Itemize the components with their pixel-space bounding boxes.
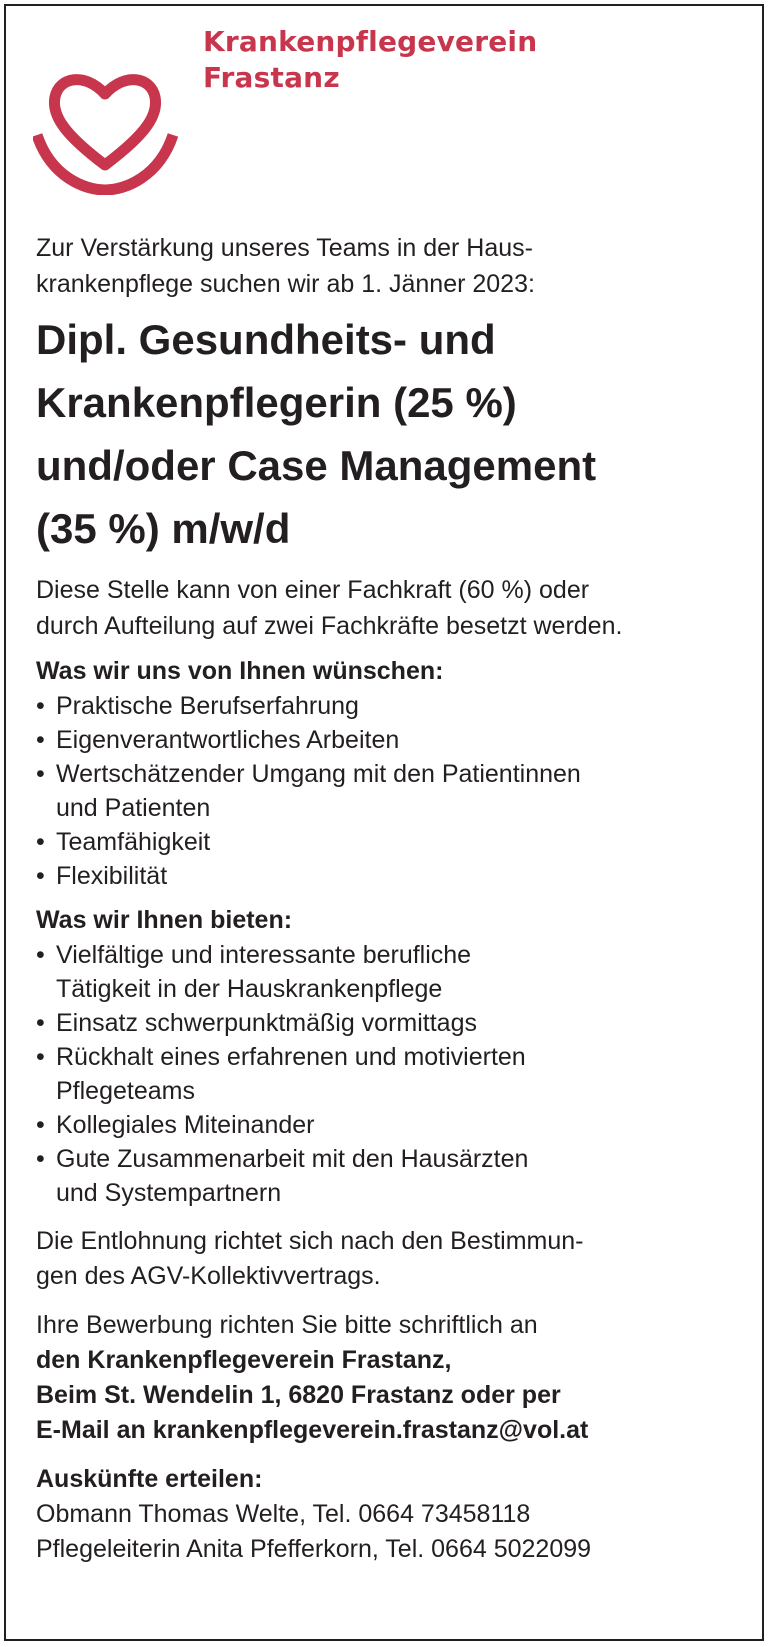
application-line: Beim St. Wendelin 1, 6820 Frastanz oder per [36, 1381, 561, 1409]
contact-line: Obmann Thomas Welte, Tel. 0664 73458118 [36, 1500, 531, 1528]
list-item-text: • Wertschätzender Umgang mit den Patientinnen [56, 760, 581, 788]
list-item-text: und Systempartnern [56, 1179, 282, 1207]
organization-name [203, 24, 537, 96]
list-item-text: und Patienten [56, 794, 211, 822]
list-item-text: • Kollegiales Miteinander [56, 1111, 315, 1139]
contacts-heading: Auskünfte erteilen: [36, 1465, 263, 1493]
email-link[interactable]: krankenpflegeverein.frastanz@vol.at [152, 1416, 589, 1444]
list-item [36, 689, 756, 723]
ad-body [36, 230, 756, 1567]
list-item-text: Pflegeteams [56, 1077, 195, 1105]
list-item-text: • Praktische Berufserfahrung [56, 692, 359, 720]
note-line: Diese Stelle kann von einer Fachkraft (60 %) oder [36, 576, 590, 604]
intro-text [36, 230, 756, 302]
list-item-text: Tätigkeit in der Hauskrankenpflege [56, 975, 443, 1003]
heart-outline [54, 80, 155, 165]
list-item-text: • Einsatz schwerpunktmäßig vormittags [56, 1009, 477, 1037]
application-line: Ihre Bewerbung richten Sie bitte schriftlich an [36, 1311, 538, 1339]
list-item-text: • Teamfähigkeit [56, 828, 211, 856]
intro-line: krankenpflege suchen wir ab 1. Jänner 2023: [36, 270, 535, 298]
list-item-text: • Vielfältige und interessante berufliche [56, 941, 472, 969]
list-item [36, 1040, 756, 1108]
salary-text [36, 1224, 756, 1294]
note-line: durch Aufteilung auf zwei Fachkräfte besetzt werden. [36, 612, 623, 640]
job-title-line: Krankenpflegerin (25 %) [36, 379, 517, 426]
list-item-text: • Flexibilität [56, 862, 168, 890]
contacts-list [36, 1497, 756, 1567]
wishes-heading: Was wir uns von Ihnen wünschen: [36, 657, 444, 685]
job-title-line: und/oder Case Management [36, 442, 597, 489]
salary-line: gen des AGV-Kollektivvertrags. [36, 1262, 381, 1290]
list-item-text: • Eigenverantwortliches Arbeiten [56, 726, 400, 754]
email-prefix: E-Mail an [36, 1416, 153, 1444]
offers-list [36, 938, 756, 1210]
contact-line: Pflegeleiterin Anita Pfefferkorn, Tel. 0664 5022099 [36, 1535, 592, 1563]
list-item [36, 825, 756, 859]
job-title-line: Dipl. Gesundheits- und [36, 316, 496, 363]
list-item [36, 938, 756, 1006]
list-item [36, 1108, 756, 1142]
application-email-line [36, 1413, 756, 1448]
offers-heading: Was wir Ihnen bieten: [36, 906, 293, 934]
list-item [36, 757, 756, 825]
salary-line: Die Entlohnung richtet sich nach den Bestimmun- [36, 1227, 584, 1255]
wishes-list [36, 689, 756, 893]
org-name-line1: Krankenpflegeverein [203, 25, 538, 58]
org-name-line2: Frastanz [203, 61, 340, 94]
position-note [36, 572, 756, 644]
heart-smile-icon [33, 55, 178, 195]
intro-line: Zur Verstärkung unseres Teams in der Haus- [36, 234, 533, 262]
list-item [36, 1006, 756, 1040]
list-item [36, 859, 756, 893]
list-item-text: • Gute Zusammenarbeit mit den Hausärzten [56, 1145, 529, 1173]
list-item-text: • Rückhalt eines erfahrenen und motivierten [56, 1043, 526, 1071]
job-title [36, 308, 756, 560]
application-text [36, 1308, 756, 1448]
application-line: den Krankenpflegeverein Frastanz, [36, 1346, 452, 1374]
list-item [36, 723, 756, 757]
job-title-line: (35 %) m/w/d [36, 505, 291, 552]
list-item [36, 1142, 756, 1210]
